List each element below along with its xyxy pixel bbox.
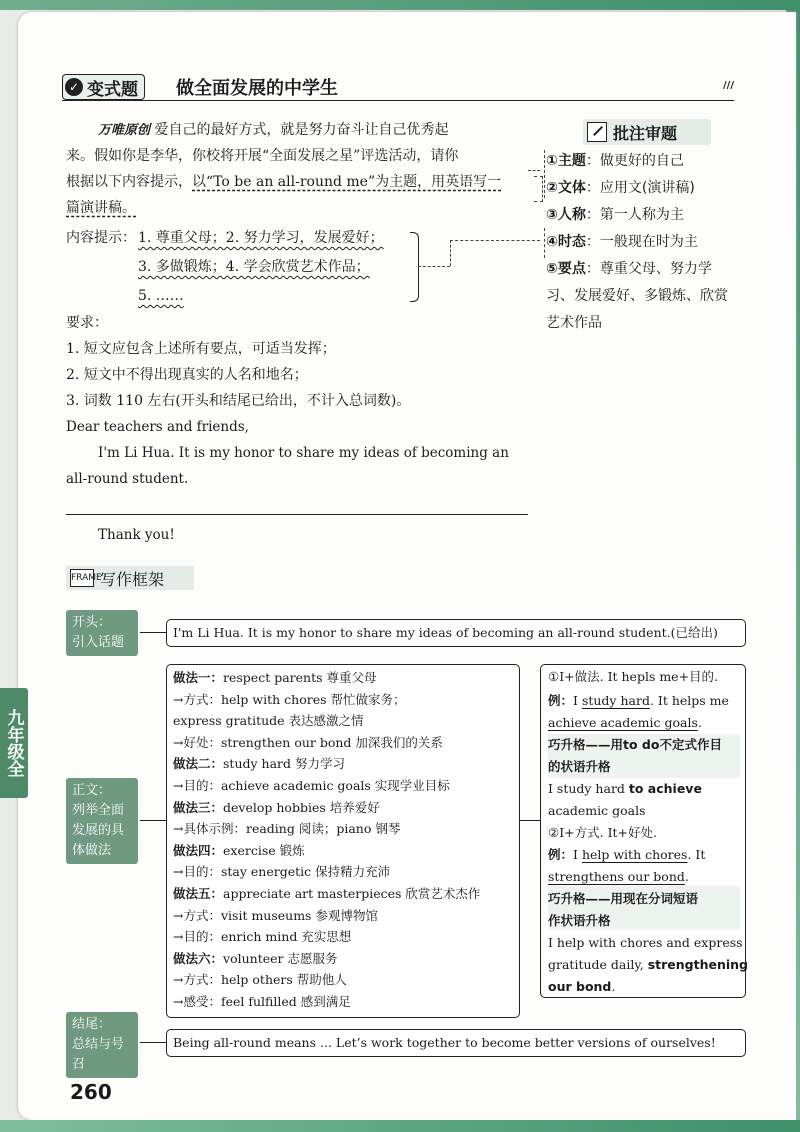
annotate-item-2-value: ：应用文(演讲稿) — [585, 180, 695, 196]
tip-example-2-label: 例： — [548, 847, 574, 862]
method-text: develop hobbies 培养爱好 — [223, 799, 380, 815]
annotate-item-1-value: ：做更好的自己 — [585, 153, 684, 169]
tip-upgrade-2-text: 巧升格——用现在分词短语 — [548, 891, 699, 906]
tip-pattern-2: ②I+方式. It+好处. — [548, 825, 657, 840]
method-row — [173, 732, 443, 754]
annotate-item-5-line-2: 习、发展爱好、多锻炼、欣赏 — [546, 288, 728, 304]
task-theme: 以“To be an all-round me”为主题，用英语写一 — [192, 174, 502, 190]
closing-line: Thank you! — [98, 527, 175, 543]
frame-icon: FRAME — [70, 569, 94, 587]
section-title: 做全面发展的中学生 — [176, 78, 338, 99]
greeting: Dear teachers and friends, — [66, 419, 249, 435]
tip-result-2-start: gratitude daily, — [548, 957, 648, 972]
writing-line — [66, 514, 528, 515]
label-body — [66, 778, 138, 864]
method-row — [173, 689, 405, 711]
requirement-1: 1. 短文应包含上述所有要点，可适当发挥； — [66, 341, 336, 357]
top-decor-stripe — [0, 0, 800, 10]
label-opening-line-2: 引入话题 — [72, 635, 125, 650]
pen-icon — [587, 122, 607, 142]
method-text: →目的：enrich mind 充实思想 — [173, 929, 352, 945]
tip-upgrade-2-line-2 — [548, 910, 611, 932]
hint-connector — [418, 266, 450, 267]
task-line-2: 来。假如你是李华，你校将开展“全面发展之星”评选活动，请你 — [66, 148, 459, 164]
methods-box — [166, 664, 520, 1018]
opening-line-2: all-round student. — [66, 471, 189, 487]
bottom-decor-stripe — [0, 1120, 800, 1132]
hint-1: 1. 尊重父母；2. 努力学习，发展爱好； — [138, 230, 384, 246]
section-mark: /// — [723, 80, 734, 91]
task-line-3-start: 根据以下内容提示， — [66, 174, 192, 190]
tip-example-1-act: study hard — [581, 693, 650, 708]
method-text: volunteer 志愿服务 — [223, 950, 338, 966]
method-text: study hard 努力学习 — [223, 756, 345, 772]
annotate-item-5-value: ：尊重父母、努力学 — [585, 261, 712, 277]
method-text: exercise 锻炼 — [223, 842, 305, 858]
tip-upgrade-1 — [548, 734, 722, 756]
tip-example-1-mid: . It helps me — [649, 693, 729, 708]
annotate-item-4-key: ④时态 — [546, 234, 586, 250]
label-ending-line-2: 总结与号 — [72, 1037, 125, 1052]
opening-connector — [140, 632, 166, 633]
method-row — [173, 861, 390, 883]
ending-text: Being all-round means ... Let’s work together to become better versions of ourselves! — [173, 1035, 716, 1050]
tip-example-1 — [548, 690, 729, 712]
tip-example-1-goal: achieve academic goals — [548, 715, 698, 730]
tip-upgrade-1-text: 巧升格——用to do不定式作目 — [548, 737, 722, 752]
body-connector — [140, 820, 166, 821]
tip-upgrade-2-text-2: 作状语升格 — [548, 913, 611, 928]
annotate-item-2 — [546, 175, 695, 201]
method-text: →方式：help with chores 帮忙做家务； — [173, 691, 406, 707]
task-line-3 — [66, 169, 501, 195]
label-opening-line-1: 开头： — [72, 615, 112, 630]
tip-result-2-bold: strengthening — [647, 957, 748, 972]
method-row — [173, 969, 347, 991]
method-heading: 做法一： — [173, 670, 224, 685]
tip-result-1-start: I study hard — [548, 781, 629, 796]
method-row — [173, 948, 337, 970]
tip-example-2-start: I — [573, 847, 582, 862]
label-body-line-3: 发展的具 — [72, 823, 125, 838]
section-badge-label: 变式题 — [87, 79, 138, 100]
tip-result-1-line-2: academic goals — [548, 803, 646, 818]
hint-connector-v — [450, 240, 451, 266]
annotate-item-3 — [546, 202, 684, 228]
grade-side-tab: 九年级全 — [0, 688, 28, 798]
brand-logo: 万唯原创 — [98, 123, 151, 138]
annotate-item-5 — [546, 256, 712, 282]
opening-box — [166, 619, 746, 647]
label-ending-line-1: 结尾： — [72, 1017, 112, 1032]
requirements-label: 要求： — [66, 315, 108, 331]
page-number: 260 — [70, 1080, 112, 1104]
label-opening — [66, 610, 138, 656]
method-text: →目的：stay energetic 保持精力充沛 — [173, 864, 391, 880]
method-text: →方式：help others 帮助他人 — [173, 972, 347, 988]
theme-bracket — [534, 176, 543, 202]
annotate-item-3-key: ③人称 — [546, 207, 586, 223]
method-row — [173, 991, 351, 1013]
tip-example-2-mid: . It — [687, 847, 706, 862]
tip-result-2-line-2 — [548, 954, 748, 976]
tip-example-2-line-2 — [548, 866, 689, 888]
section-header — [62, 72, 734, 101]
annotate-item-4 — [546, 229, 698, 255]
hint-3: 5. …… — [138, 288, 184, 304]
tip-example-1-start: I — [573, 693, 582, 708]
annotate-header — [583, 119, 711, 145]
requirement-3: 3. 词数 110 左右(开头和结尾已给出，不计入总词数)。 — [66, 393, 411, 409]
hint-2: 3. 多做锻炼；4. 学会欣赏艺术作品； — [138, 259, 370, 275]
label-body-line-4: 体做法 — [72, 843, 112, 858]
method-row — [173, 797, 380, 819]
method-heading: 做法三： — [173, 799, 224, 815]
label-body-line-1: 正文： — [72, 783, 112, 798]
tip-example-1-end: . — [697, 715, 702, 730]
tip-pattern-1: ①I+做法. It hepls me+目的. — [548, 669, 719, 684]
hint-connector-h — [450, 240, 540, 241]
label-ending-line-3: 召 — [72, 1057, 86, 1072]
method-text: →具体示例：reading 阅读；piano 钢琴 — [173, 821, 401, 837]
method-row — [173, 926, 351, 948]
tip-example-2-act: help with chores — [581, 847, 688, 862]
annotate-item-5-key: ⑤要点 — [546, 261, 586, 277]
tip-example-2-end: . — [684, 869, 689, 884]
requirement-2: 2. 短文中不得出现真实的人名和地名； — [66, 367, 308, 383]
task-line-1 — [98, 117, 448, 144]
task-line-1-text: 爱自己的最好方式，就是努力奋斗让自己优秀起 — [154, 122, 449, 138]
framework-header — [66, 566, 194, 590]
tip-example-2 — [548, 844, 705, 866]
label-body-line-2: 列举全面 — [72, 803, 125, 818]
tip-result-2-bold-2: our bond — [548, 979, 612, 994]
tip-upgrade-1-text-2: 的状语升格 — [548, 759, 611, 774]
method-heading: 做法二： — [173, 756, 224, 772]
tip-result-1 — [548, 778, 702, 800]
task-line-4 — [66, 195, 136, 221]
method-text: appreciate art masterpieces 欣赏艺术杰作 — [223, 886, 481, 901]
tip-example-1-label: 例： — [548, 693, 574, 708]
ending-connector — [140, 1042, 166, 1043]
annotate-title: 批注审题 — [613, 123, 678, 143]
tips-connector — [518, 820, 540, 821]
opening-text: I'm Li Hua. It is my honor to share my ideas of becoming an all-round student.(已给出) — [173, 625, 718, 640]
annotate-item-5-line-3: 艺术作品 — [546, 315, 602, 331]
check-icon: ✓ — [65, 78, 83, 96]
annotate-item-4-value: ：一般现在时为主 — [585, 234, 698, 250]
method-row — [173, 667, 377, 689]
hint-label: 内容提示： — [66, 230, 136, 246]
ending-box — [166, 1029, 746, 1057]
framework-title: 写作框架 — [100, 569, 165, 589]
tip-upgrade-1-line-2 — [548, 756, 611, 778]
method-row — [173, 840, 305, 862]
method-row — [173, 883, 480, 905]
theme-connector — [528, 170, 540, 171]
label-ending — [66, 1012, 138, 1078]
method-row — [173, 710, 364, 732]
method-row — [173, 905, 378, 927]
annotate-item-3-value: ：第一人称为主 — [585, 207, 684, 223]
method-row — [173, 818, 400, 840]
annotate-item-2-key: ②文体 — [546, 180, 586, 196]
hint-bracket — [410, 232, 419, 302]
tip-result-2-line-3 — [548, 976, 615, 998]
tip-result-2-end: . — [611, 979, 616, 994]
annotate-item-1-key: ①主题 — [546, 153, 586, 169]
tip-result-1-bold: to achieve — [628, 781, 702, 796]
method-row — [173, 775, 450, 797]
method-heading: 做法六： — [173, 950, 224, 966]
method-heading: 做法五： — [173, 886, 224, 901]
method-row — [173, 753, 345, 775]
tip-result-2: I help with chores and express — [548, 935, 743, 950]
tip-example-1-line-2 — [548, 712, 702, 734]
tip-upgrade-2 — [548, 888, 698, 910]
annotate-item-1 — [546, 148, 684, 174]
method-heading: 做法四： — [173, 842, 224, 858]
section-badge — [62, 74, 145, 100]
method-text: respect parents 尊重父母 — [223, 670, 377, 685]
tip-example-2-benefit: strengthens our bond — [548, 869, 685, 884]
method-text: →方式：visit museums 参观博物馆 — [173, 907, 378, 923]
method-text: →好处：strengthen our bond 加深我们的关系 — [173, 734, 443, 750]
method-text: express gratitude 表达感激之情 — [173, 713, 364, 729]
method-text: →目的：achieve academic goals 实现学业目标 — [173, 778, 450, 793]
task-line-4-text: 篇演讲稿。 — [66, 200, 136, 216]
opening-line-1: I'm Li Hua. It is my honor to share my ideas of becoming an — [98, 445, 509, 461]
method-text: →感受：feel fulfilled 感到满足 — [173, 994, 351, 1009]
